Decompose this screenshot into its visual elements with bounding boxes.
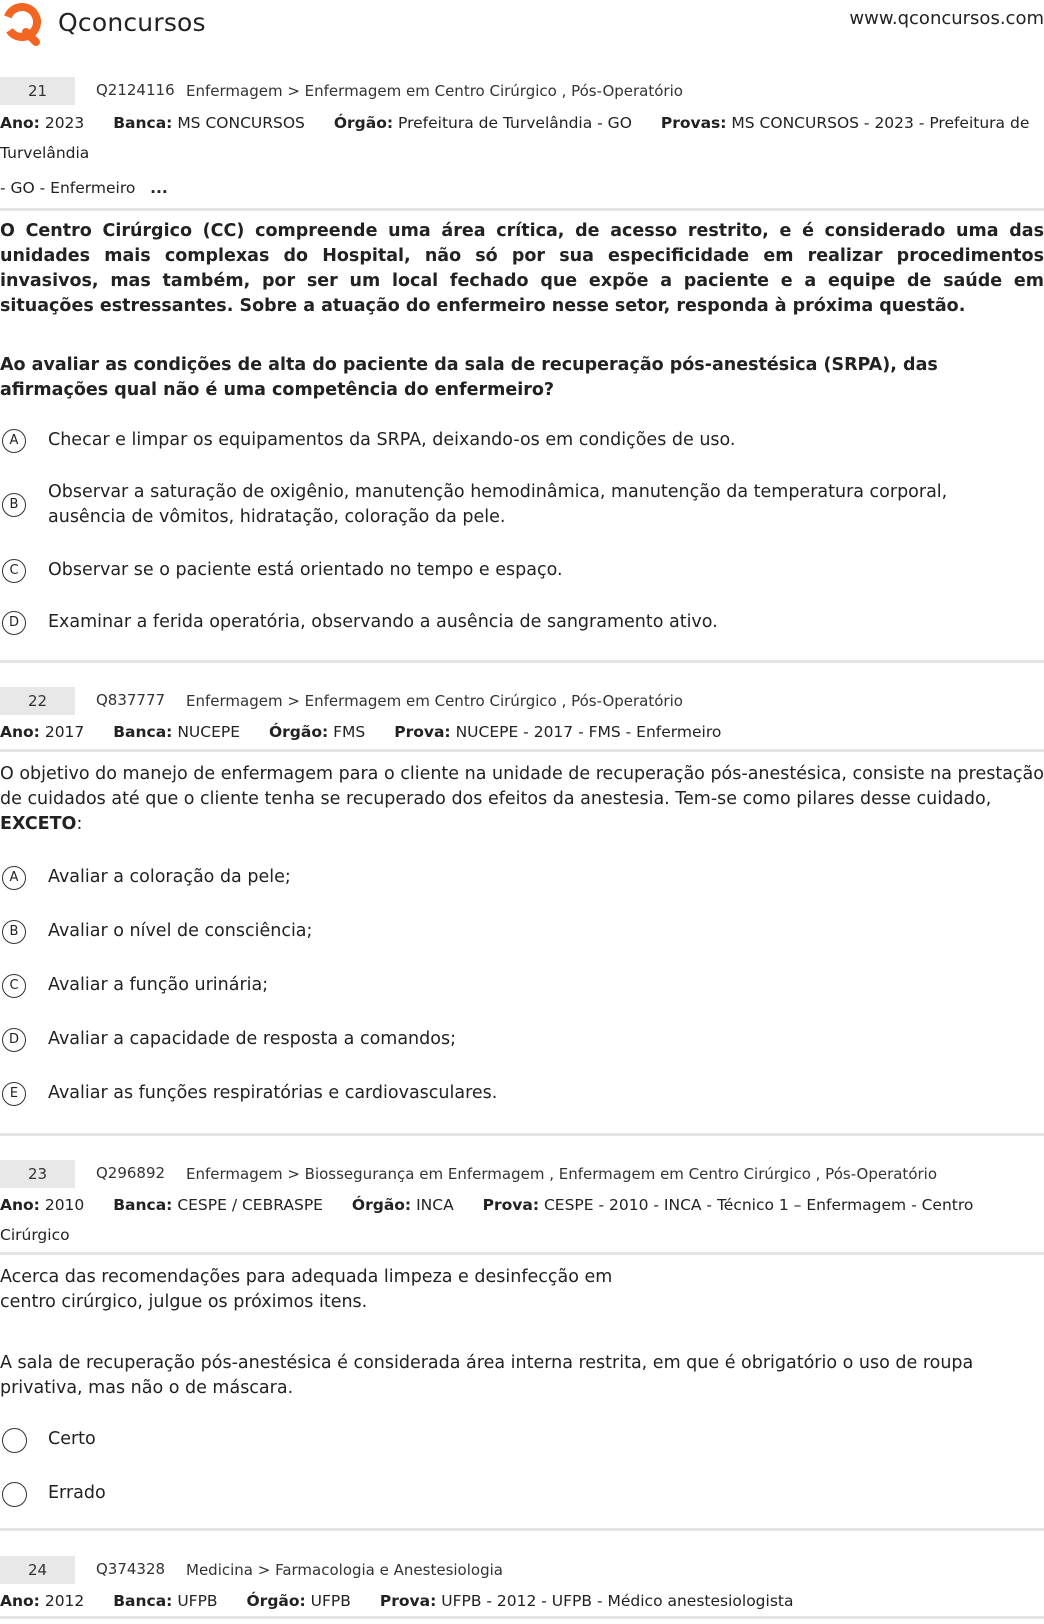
option-b[interactable] [0, 481, 1044, 559]
option-letter[interactable]: D [2, 1028, 26, 1052]
question-24 [0, 1556, 1044, 1619]
prova-label: Prova: [379, 1592, 437, 1610]
option-text: Avaliar a capacidade de resposta a comandos; [48, 1029, 456, 1049]
option-text: Checar e limpar os equipamentos da SRPA, deixando-os em condições de uso. [48, 430, 736, 450]
option-text: Certo [48, 1429, 96, 1449]
divider [0, 208, 1044, 211]
provas-value-cont: - GO - Enfermeiro [0, 179, 136, 197]
divider [0, 1252, 1044, 1255]
option-text: Avaliar a função urinária; [48, 975, 269, 995]
question-subject[interactable]: Enfermagem > Enfermagem em Centro Cirúrgico , Pós-Operatório [186, 692, 683, 710]
banca-value: NUCEPE [177, 723, 241, 741]
page-header [0, 0, 1044, 46]
ano-value: 2012 [44, 1592, 85, 1610]
question-header [0, 77, 1044, 107]
divider [0, 1616, 1044, 1619]
question-separator [0, 660, 1044, 663]
question-meta [0, 108, 1044, 168]
question-23 [0, 1160, 1044, 1532]
question-separator [0, 1133, 1044, 1136]
question-subject[interactable]: Medicina > Farmacologia e Anestesiologia [186, 1561, 503, 1579]
provas-label: Provas: [660, 114, 727, 132]
option-errado[interactable] [0, 1482, 1044, 1532]
banca-label: Banca: [113, 723, 173, 741]
prova-label: Prova: [394, 723, 451, 741]
question-id[interactable]: Q837777 [96, 691, 166, 709]
option-text: Avaliar a coloração da pele; [48, 867, 291, 887]
site-url[interactable]: www.qconcursos.com [849, 8, 1044, 29]
orgao-label: Órgão: [351, 1196, 412, 1214]
question-subject[interactable]: Enfermagem > Enfermagem em Centro Cirúrgico , Pós-Operatório [186, 82, 683, 100]
question-emphasis: EXCETO [0, 814, 77, 834]
orgao-value: UFPB [310, 1592, 351, 1610]
orgao-value: Prefeitura de Turvelândia - GO [398, 114, 632, 132]
intro-line: centro cirúrgico, julgue os próximos itens. [0, 1292, 368, 1312]
option-a[interactable] [0, 429, 1044, 481]
question-text-end: : [76, 814, 83, 834]
question-id[interactable]: Q2124116 [96, 81, 175, 99]
question-text: O objetivo do manejo de enfermagem para o cliente na unidade de recuperação pós-anestésica, consiste na prestação de cuidados até que o cliente tenha se recuperado dos efeitos da anestesia. Tem-se como pilares desse cuidado, [0, 764, 1044, 809]
option-text: Avaliar o nível de consciência; [48, 921, 313, 941]
question-statement [0, 762, 1044, 837]
question-intro [0, 1265, 1044, 1315]
options-list [0, 866, 1044, 1132]
orgao-value: FMS [333, 723, 366, 741]
option-letter[interactable]: E [2, 1082, 26, 1106]
option-d[interactable] [0, 611, 1044, 661]
option-e[interactable] [0, 1082, 1044, 1132]
option-letter[interactable]: C [2, 559, 26, 583]
prova-value: CESPE - 2010 - INCA - Técnico 1 – Enfermagem - Centro Cirúrgico [0, 1196, 974, 1244]
question-header [0, 1160, 1044, 1190]
orgao-label: Órgão: [268, 723, 329, 741]
question-header [0, 687, 1044, 717]
orgao-label: Órgão: [333, 114, 394, 132]
more-provas-button[interactable]: ... [150, 179, 168, 197]
options-list [0, 1428, 1044, 1532]
orgao-value: INCA [416, 1196, 454, 1214]
ano-label: Ano: [0, 1196, 40, 1214]
question-id[interactable]: Q296892 [96, 1164, 166, 1182]
question-statement: A sala de recuperação pós-anestésica é considerada área interna restrita, em que é obrigatório o uso de roupa privativa, mas não o de máscara. [0, 1353, 974, 1398]
question-number: 23 [0, 1160, 75, 1188]
question-number: 21 [0, 77, 75, 105]
question-number: 24 [0, 1556, 75, 1584]
option-c[interactable] [0, 974, 1044, 1028]
option-b[interactable] [0, 920, 1044, 974]
option-letter[interactable]: A [2, 866, 26, 890]
ano-label: Ano: [0, 114, 40, 132]
option-text: Errado [48, 1483, 106, 1503]
option-letter[interactable]: A [2, 429, 26, 453]
question-21 [0, 77, 1044, 661]
option-letter[interactable]: D [2, 611, 26, 635]
question-number: 22 [0, 687, 75, 715]
prova-label: Prova: [482, 1196, 540, 1214]
provas-value: MS CONCURSOS - 2023 - Prefeitura de Turvelândia [0, 114, 1030, 162]
option-c[interactable] [0, 559, 1044, 611]
ano-value: 2023 [44, 114, 85, 132]
prova-value: UFPB - 2012 - UFPB - Médico anestesiologista [441, 1592, 794, 1610]
ano-label: Ano: [0, 1592, 40, 1610]
option-letter[interactable]: B [2, 920, 26, 944]
option-letter[interactable]: C [2, 974, 26, 998]
option-a[interactable] [0, 866, 1044, 920]
question-meta-cont [0, 173, 1044, 203]
option-text: Avaliar as funções respiratórias e cardiovasculares. [48, 1083, 498, 1103]
banca-value: MS CONCURSOS [177, 114, 305, 132]
question-22 [0, 687, 1044, 1132]
banca-label: Banca: [113, 114, 173, 132]
banca-label: Banca: [113, 1592, 173, 1610]
orgao-label: Órgão: [246, 1592, 306, 1610]
option-text: Observar se o paciente está orientado no tempo e espaço. [48, 560, 563, 580]
banca-value: UFPB [177, 1592, 218, 1610]
option-d[interactable] [0, 1028, 1044, 1082]
question-meta [0, 1586, 1044, 1616]
question-id[interactable]: Q374328 [96, 1560, 166, 1578]
prova-value: NUCEPE - 2017 - FMS - Enfermeiro [455, 723, 722, 741]
question-separator [0, 1528, 1044, 1531]
radio-circle-icon[interactable] [2, 1482, 27, 1507]
ano-value: 2017 [44, 723, 85, 741]
intro-line: Acerca das recomendações para adequada limpeza e desinfecção em [0, 1267, 613, 1287]
divider [0, 749, 1044, 752]
option-certo[interactable] [0, 1428, 1044, 1482]
radio-circle-icon[interactable] [2, 1428, 27, 1453]
question-meta [0, 1190, 1044, 1250]
banca-label: Banca: [113, 1196, 173, 1214]
question-intro: O Centro Cirúrgico (CC) compreende uma área crítica, de acesso restrito, e é considerado uma das unidades mais complexas do Hospital, não só por sua especificidade em realizar procedimentos invasivos, mas também, por ser um local fechado que expõe a paciente e a equipe de saúde em situações estressantes. Sobre a atuação do enfermeiro nesse setor, responda à próxima questão. [0, 221, 1044, 316]
brand-name: Qconcursos [58, 8, 206, 37]
ano-label: Ano: [0, 723, 40, 741]
ano-value: 2010 [44, 1196, 85, 1214]
question-subject[interactable]: Enfermagem > Biossegurança em Enfermagem , Enfermagem em Centro Cirúrgico , Pós-Operatório [186, 1165, 938, 1183]
options-list [0, 429, 1044, 661]
question-header [0, 1556, 1044, 1586]
banca-value: CESPE / CEBRASPE [177, 1196, 323, 1214]
option-text: Examinar a ferida operatória, observando a ausência de sangramento ativo. [48, 612, 718, 632]
option-letter[interactable]: B [2, 493, 26, 517]
question-meta [0, 717, 1044, 747]
option-text: Observar a saturação de oxigênio, manutenção hemodinâmica, manutenção da temperatura corporal, ausência de vômitos, hidratação, coloração da pele. [48, 482, 948, 527]
qconcursos-logo-icon [2, 2, 46, 46]
question-statement: Ao avaliar as condições de alta do paciente da sala de recuperação pós-anestésica (SRPA), das afirmações qual não é uma competência do enfermeiro? [0, 355, 938, 400]
